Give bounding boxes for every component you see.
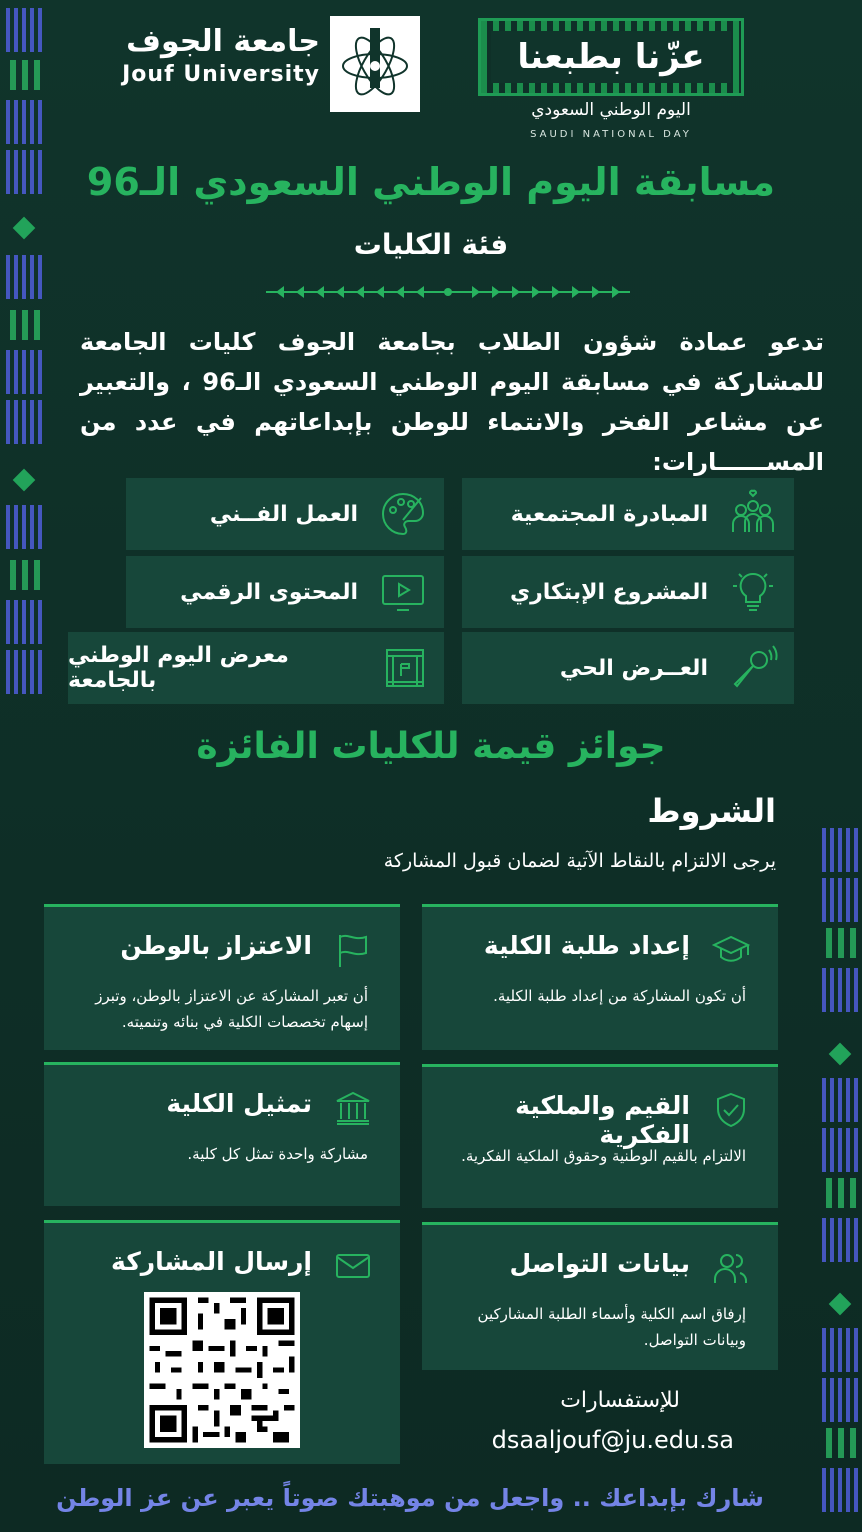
card-title: إعداد طلبة الكلية xyxy=(483,931,690,960)
track-label: المحتوى الرقمي xyxy=(180,579,358,605)
right-pattern-strip xyxy=(818,828,862,1532)
condition-card-contact-data xyxy=(422,1222,778,1370)
condition-card-values-ip xyxy=(422,1064,778,1208)
card-text: الالتزام بالقيم الوطنية وحقوق الملكية الفكرية. xyxy=(461,1147,746,1165)
university-name-english: Jouf University xyxy=(122,62,320,87)
condition-card-college-representation xyxy=(44,1062,400,1206)
card-title: تمثيل الكلية xyxy=(166,1089,312,1118)
campaign-logo xyxy=(478,18,744,96)
submission-qr-code[interactable] xyxy=(144,1292,300,1448)
exhibition-icon xyxy=(376,637,434,699)
card-title: الاعتزاز بالوطن xyxy=(120,931,312,960)
graduation-cap-icon xyxy=(710,929,752,971)
left-pattern-strip xyxy=(2,0,46,710)
card-title: إرسال المشاركة xyxy=(111,1247,312,1276)
card-text: أن تكون المشاركة من إعداد طلبة الكلية. xyxy=(493,987,746,1005)
track-label: المبادرة المجتمعية xyxy=(510,501,708,527)
flag-icon xyxy=(332,929,374,971)
users-icon xyxy=(710,1247,752,1289)
community-icon xyxy=(722,483,784,545)
card-text: إرفاق اسم الكلية وأسماء الطلبة المشاركين وبيانات التواصل. xyxy=(477,1305,746,1349)
page-title: مسابقة اليوم الوطني السعودي الـ96 xyxy=(86,160,776,204)
lightbulb-icon xyxy=(722,561,784,623)
card-text: مشاركة واحدة تمثل كل كلية. xyxy=(187,1145,368,1163)
ornament-divider xyxy=(266,282,630,302)
conditions-title: الشروط xyxy=(647,792,776,830)
video-monitor-icon xyxy=(372,561,434,623)
condition-card-student-prepared xyxy=(422,904,778,1050)
shield-check-icon xyxy=(710,1089,752,1131)
card-title: القيم والملكية الفكرية xyxy=(515,1091,690,1149)
university-name-arabic: جامعة الجوف xyxy=(126,24,320,59)
contact-email-link[interactable]: dsaaljouf@ju.edu.sa xyxy=(491,1426,734,1454)
microphone-icon xyxy=(722,637,784,699)
track-innovative-project xyxy=(462,556,794,628)
footer-slogan: شارك بإبداعك .. واجعل من موهبتك صوتاً يعبر عن عز الوطن xyxy=(56,1484,764,1512)
track-university-exhibition xyxy=(68,632,444,704)
track-label: المشروع الإبتكاري xyxy=(509,579,708,605)
track-label: العــرض الحي xyxy=(559,655,708,681)
card-text: أن تعبر المشاركة عن الاعتزاز بالوطن، وتبرز إسهام تخصصات الكلية في بنائه وتنميته. xyxy=(95,987,368,1031)
condition-card-national-pride xyxy=(44,904,400,1050)
intro-paragraph: تدعو عمادة شؤون الطلاب بجامعة الجوف كليات الجامعة للمشاركة في مسابقة اليوم الوطني السعودي الـ96 ، والتعبير عن مشاعر الفخر والانتماء للوطن بإبداعاتهم في عدد من المســــــارات: xyxy=(80,328,824,476)
track-community-initiative xyxy=(462,478,794,550)
inquiries-label: للإستفسارات xyxy=(560,1388,680,1413)
envelope-icon xyxy=(332,1245,374,1287)
track-digital-content xyxy=(126,556,444,628)
institution-icon xyxy=(332,1087,374,1129)
page-subtitle: فئة الكليات xyxy=(353,228,509,261)
national-day-english: SAUDI NATIONAL DAY xyxy=(530,129,692,140)
track-live-performance xyxy=(462,632,794,704)
palette-icon xyxy=(372,483,434,545)
conditions-note: يرجى الالتزام بالنقاط الآتية لضمان قبول المشاركة xyxy=(383,850,776,872)
prizes-heading: جوائز قيمة للكليات الفائزة xyxy=(196,726,666,767)
university-emblem xyxy=(330,16,420,112)
track-artwork xyxy=(126,478,444,550)
campaign-logo-text: عزّنا بطبعنا xyxy=(517,37,705,77)
card-title: بيانات التواصل xyxy=(509,1249,690,1278)
track-label: معرض اليوم الوطني بالجامعة xyxy=(68,643,289,693)
track-label: العمل الفــني xyxy=(209,501,358,527)
national-day-arabic: اليوم الوطني السعودي xyxy=(531,100,691,120)
